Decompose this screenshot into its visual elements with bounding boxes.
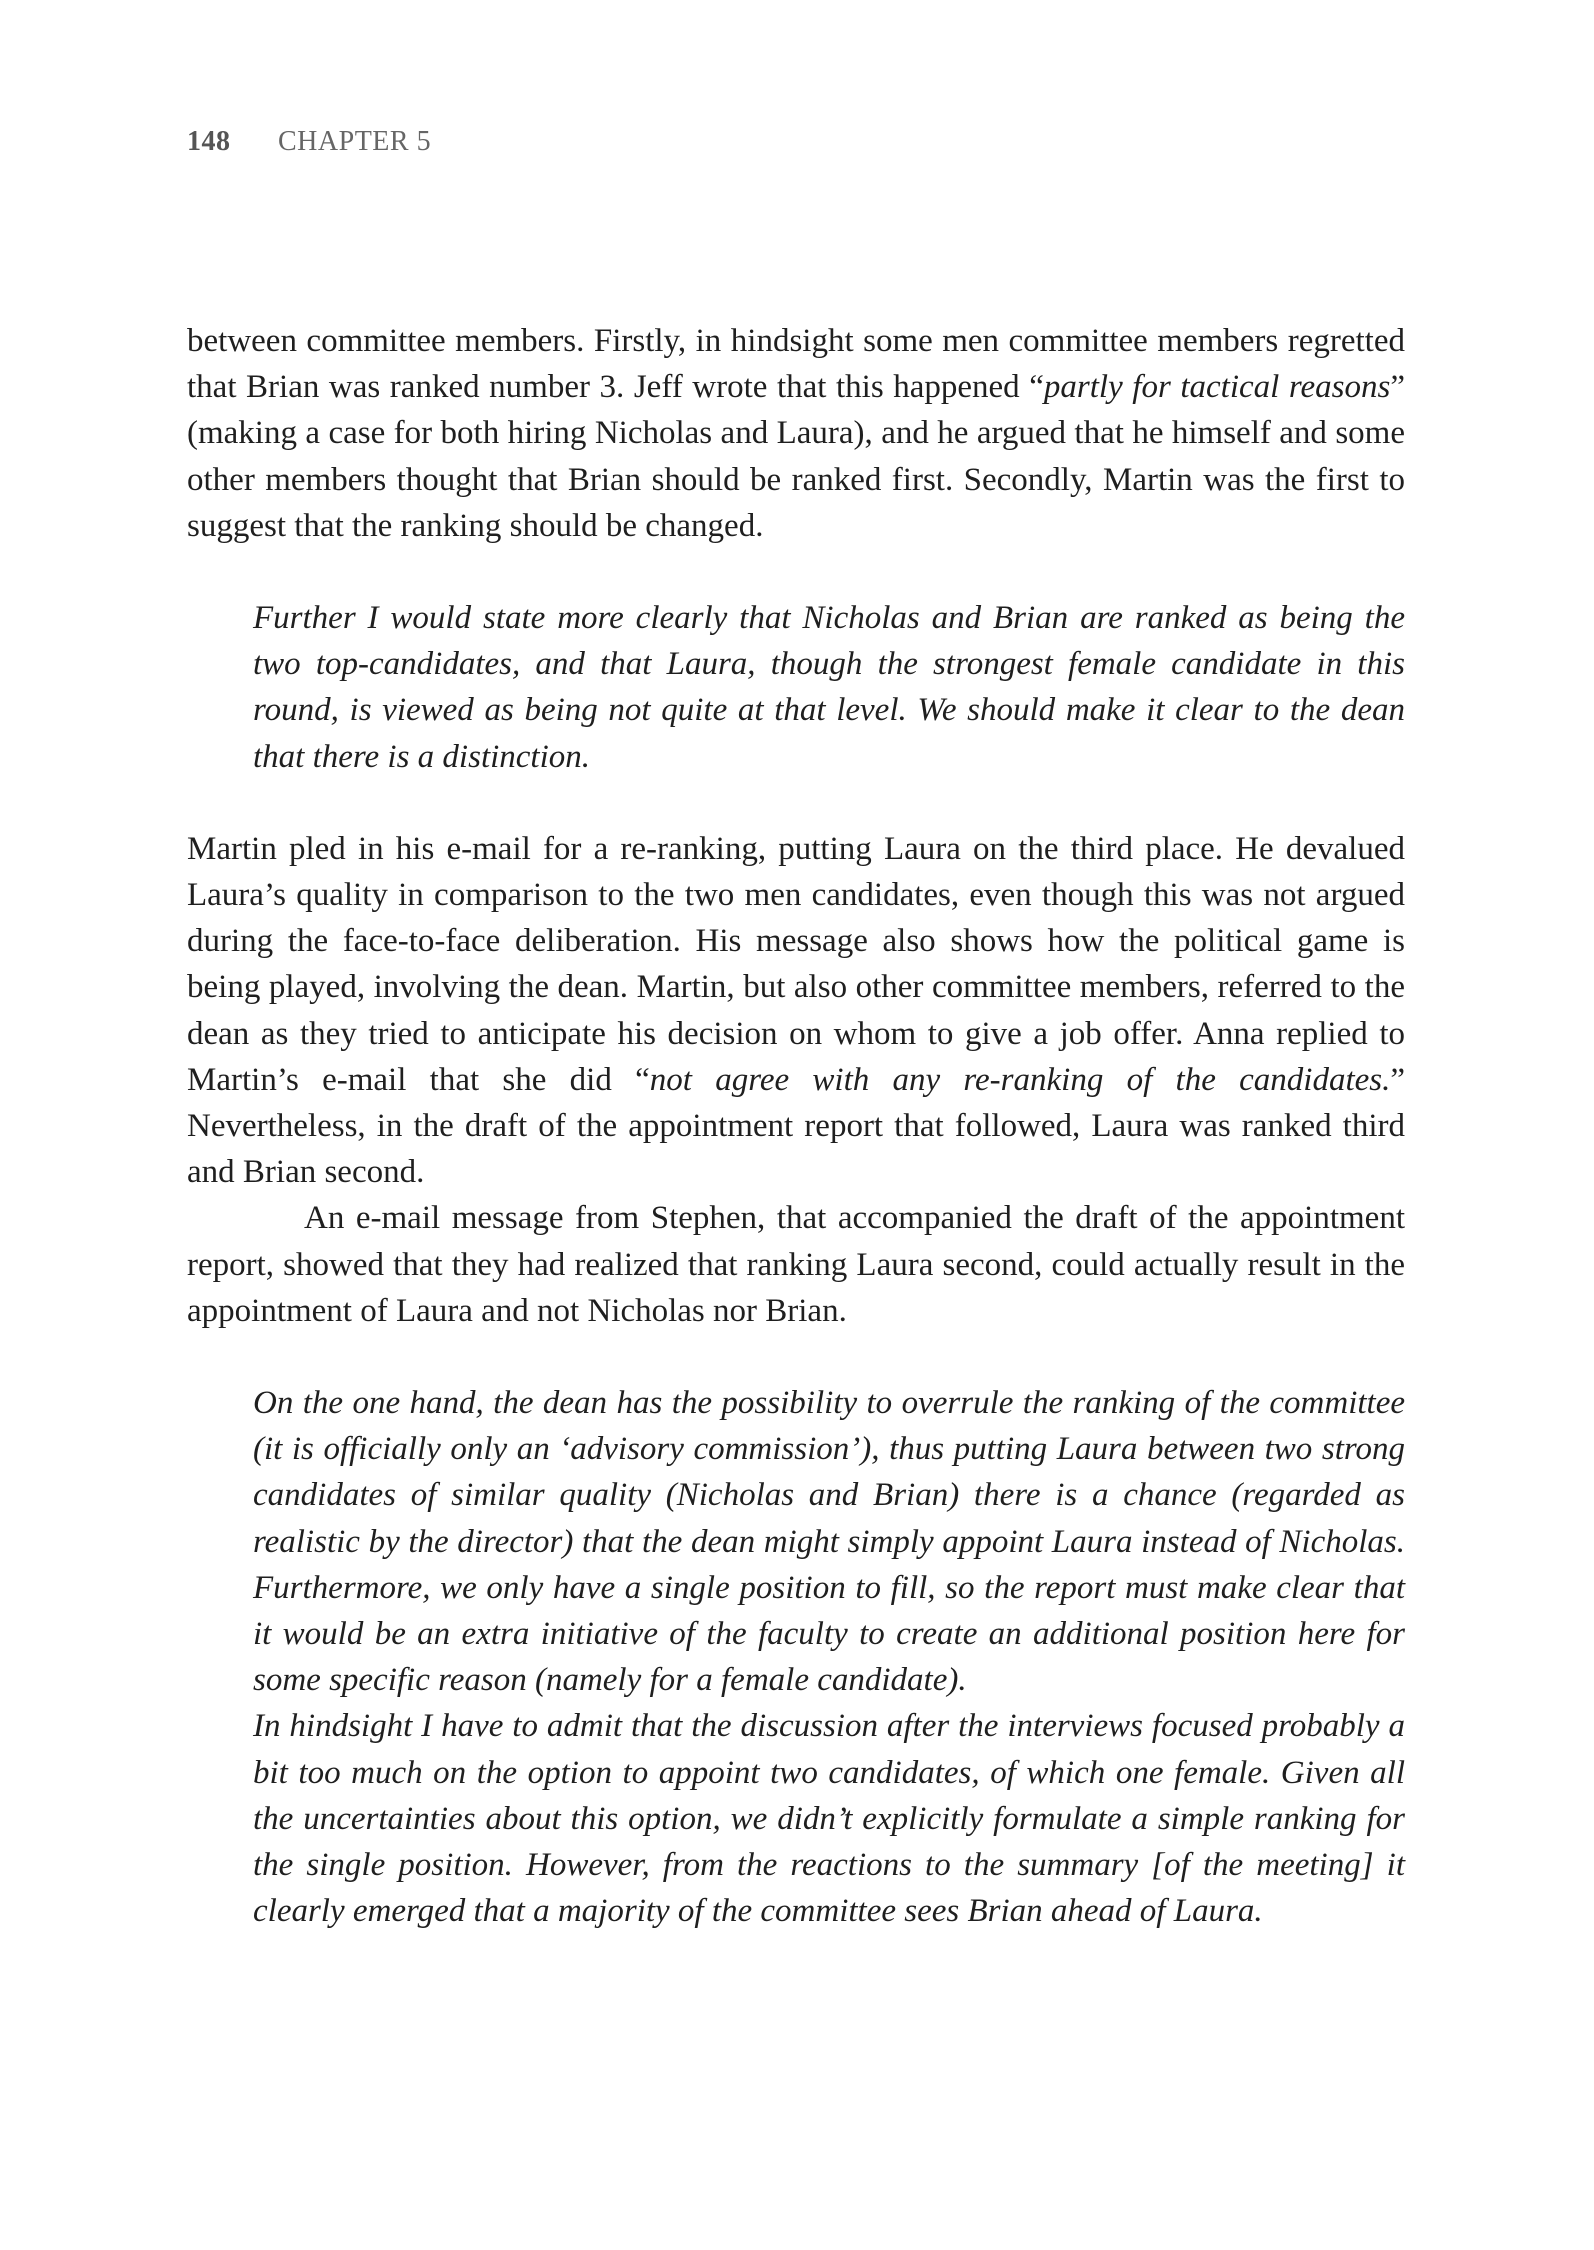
running-head — [187, 126, 431, 158]
paragraph-2-quote: not agree with any re-ranking of the candidates. — [649, 1061, 1391, 1098]
paragraph-2 — [187, 826, 1405, 1196]
paragraph-1-text-b: ” (making a case for both hiring Nicholas and Laura), and he argued that he himself and some other members thought that Brian should be ranked first. Secondly, Martin was the first to suggest that the ranking should be changed. — [187, 369, 1406, 544]
body-text — [187, 318, 1405, 1935]
block-quote-1-text: Further I would state more clearly that Nicholas and Brian are ranked as being the two top-candidates, and that Laura, though the strongest female candidate in this round, is viewed as being not quite at that level. We should make it clear to the dean that there is a distinction. — [253, 600, 1405, 775]
block-quote-2-paragraph-2: In hindsight I have to admit that the discussion after the interviews focused probably a bit too much on the option to appoint two candidates, of which one female. Given all the uncertainties about this option, we didn’t explicitly formulate a simple ranking for the single position. However, from the reactions to the summary [of the meeting] it clearly emerged that a majority of the committee sees Brian ahead of Laura. — [253, 1708, 1405, 1930]
block-quote-1 — [187, 595, 1405, 780]
paragraph-1-quote: partly for tactical reasons — [1043, 369, 1391, 406]
paragraph-1 — [187, 318, 1405, 549]
block-quote-2 — [187, 1380, 1405, 1934]
block-quote-2-paragraph-1: On the one hand, the dean has the possibility to overrule the ranking of the committee (it is officially only an ‘advisory commission’), thus putting Laura between two strong candidates of similar quality (Nicholas and Brian) there is a chance (regarded as realistic by the director) that the dean might simply appoint Laura instead of Nicholas. Furthermore, we only have a single position to fill, so the report must make clear that it would be an extra initiative of the faculty to create an additional position here for some specific reason (namely for a female candidate). — [253, 1385, 1405, 1699]
page-number: 148 — [187, 126, 231, 157]
paragraph-1-text-a: between committee members. Firstly, in hindsight some men committee members regretted that Brian was ranked number 3. Jeff wrote that this happened “ — [187, 323, 1405, 406]
chapter-label: CHAPTER 5 — [278, 126, 432, 157]
paragraph-2-text-a: Martin pled in his e-mail for a re-ranking, putting Laura on the third place. He devalued Laura’s quality in comparison to the two men candidates, even though this was not argued during the face-to-face deliberation. His message also shows how the political game is being played, involving the dean. Martin, but also other committee members, referred to the dean as they tried to anticipate his decision on whom to give a job offer. Anna replied to Martin’s e-mail that she did “ — [187, 830, 1405, 1098]
paragraph-3: An e-mail message from Stephen, that accompanied the draft of the appointment report, showed that they had realized that ranking Laura second, could actually result in the appointment of Laura and not Nicholas nor Brian. — [187, 1200, 1405, 1329]
paragraph-2-text-b: ” Nevertheless, in the draft of the appointment report that followed, Laura was ranked third and Brian second. — [187, 1061, 1406, 1191]
